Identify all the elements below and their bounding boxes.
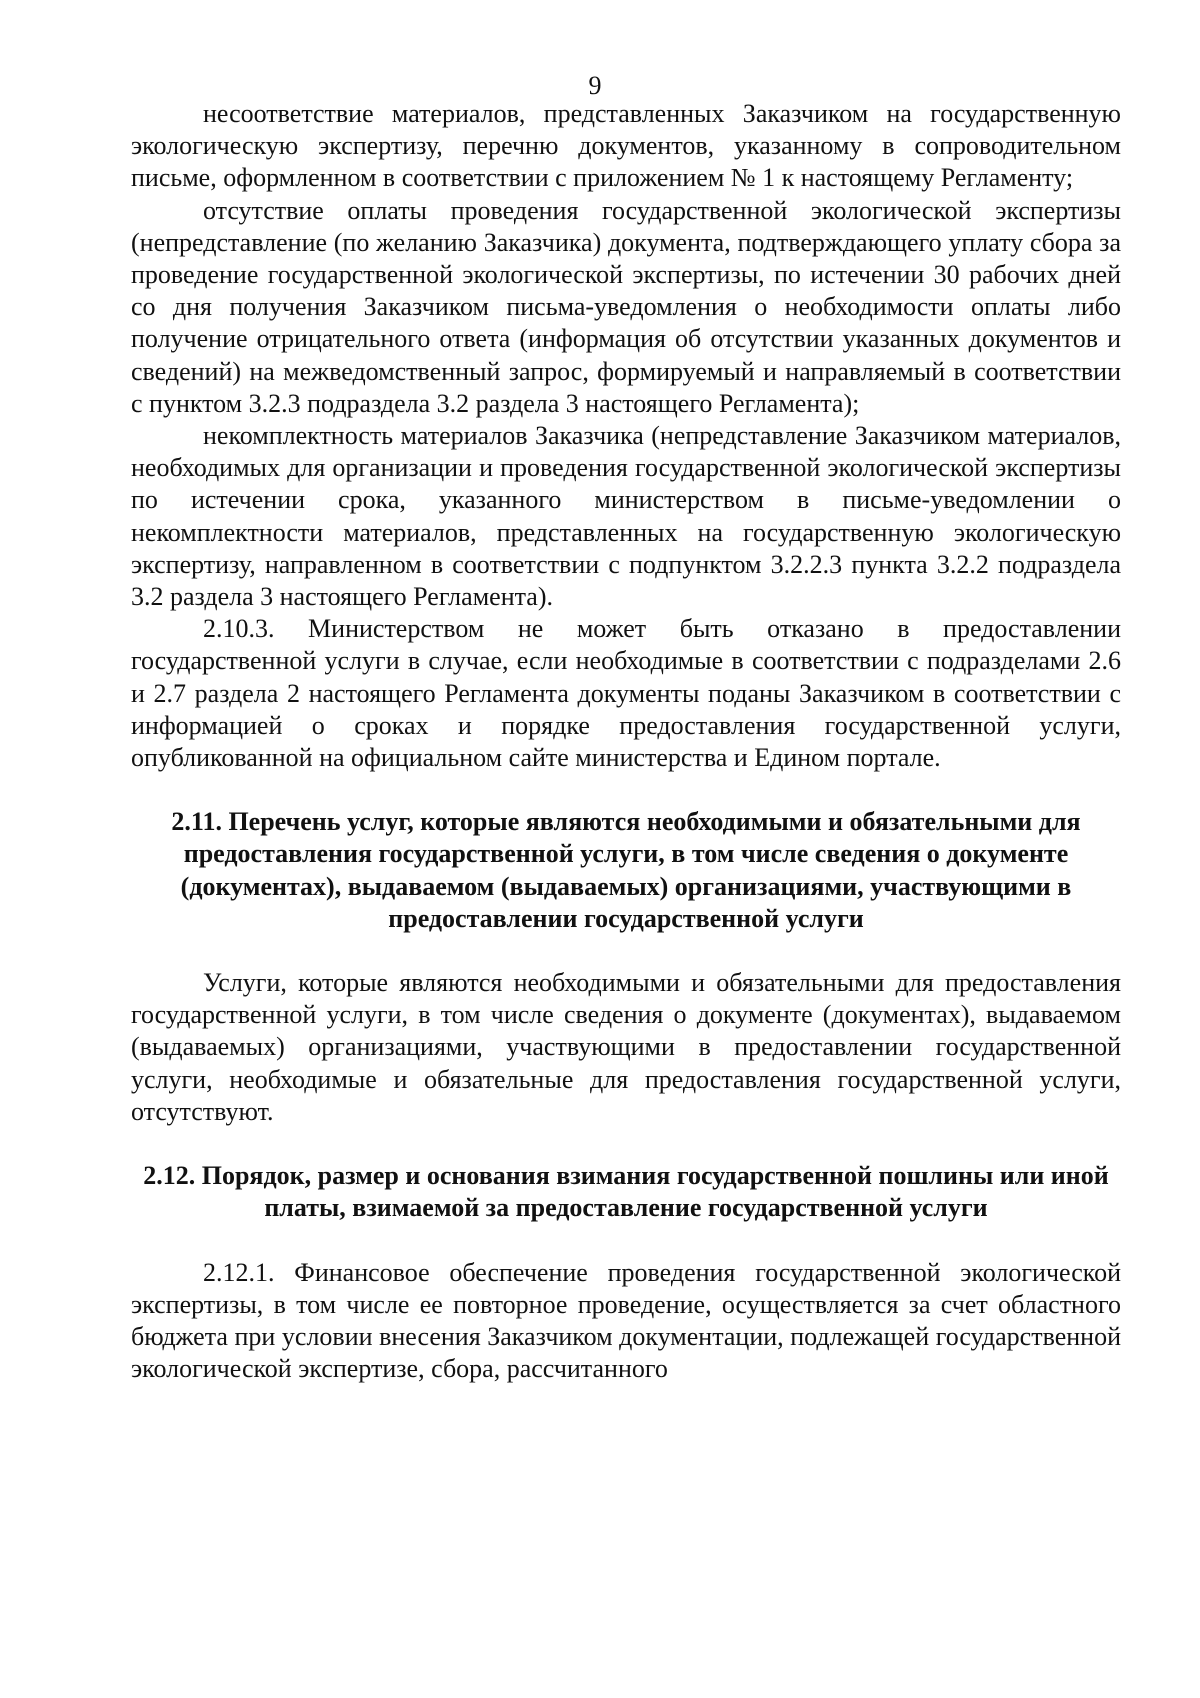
section-body-2-11: Услуги, которые являются необходимыми и обязательными для предоставления государственной услуги, в том числе сведения о документе (документах), выдаваемом (выдаваемых) организациями, участвующими в предоставлении государственной услуги, необходимые и обязательные для предоставления государственной услуги, отсутствуют. (131, 968, 1121, 1126)
paragraph-no-payment: отсутствие оплаты проведения государственной экологической экспертизы (непредставление (по желанию Заказчика) документа, подтверждающего уплату сбора за проведение государственной экологической экспертизы, по истечении 30 рабочих дней со дня получения Заказчиком письма-уведомления о необходимости оплаты либо получение отрицательного ответа (информация об отсутствии указанных документов и сведений) на межведомственный запрос, формируемый и направляемый в соответствии с пунктом 3.2.3 подраздела 3.2 раздела 3 настоящего Регламента); (131, 195, 1121, 418)
page-number: 9 (588, 71, 602, 100)
document-body (131, 98, 1121, 1385)
section-body-2-12-1: 2.12.1. Финансовое обеспечение проведения государственной экологической экспертизы, в том числе ее повторное проведение, осуществляется за счет областного бюджета при условии внесения Заказчиком документации, подлежащей государственной экологической экспертизе, сбора, рассчитанного (131, 1257, 1121, 1384)
paragraph-incomplete-materials: некомплектность материалов Заказчика (непредставление Заказчиком материалов, необходимых для организации и проведения государственной экологической экспертизы по истечении срока, указанного министерством в письме-уведомлении о некомплектности материалов, представленных на государственную экологическую экспертизу, направленном в соответствии с подпунктом 3.2.2.3 пункта 3.2.2 подраздела 3.2 раздела 3 настоящего Регламента). (131, 421, 1121, 612)
paragraph-2-10-3: 2.10.3. Министерством не может быть отказано в предоставлении государственной услуги в случае, если необходимые в соответствии с подразделами 2.6 и 2.7 раздела 2 настоящего Регламента документы поданы Заказчиком в соответствии с информацией о сроках и порядке предоставления государственной услуги, опубликованной на официальном сайте министерства и Едином портале. (131, 614, 1121, 773)
paragraph-mismatch-materials: несоответствие материалов, представленных Заказчиком на государственную экологическую экспертизу, перечню документов, указанному в сопроводительном письме, оформленном в соответствии с приложением № 1 к настоящему Регламенту; (131, 99, 1121, 193)
section-heading-2-11: 2.11. Перечень услуг, которые являются необходимыми и обязательными для предоставления государственной услуги, в том числе сведения о документе (документах), выдаваемом (выдаваемых) организациями, участвующими в предоставлении государственной услуги (171, 807, 1081, 933)
section-heading-2-12: 2.12. Порядок, размер и основания взимания государственной пошлины или иной платы, взимаемой за предоставление государственной услуги (143, 1161, 1109, 1223)
